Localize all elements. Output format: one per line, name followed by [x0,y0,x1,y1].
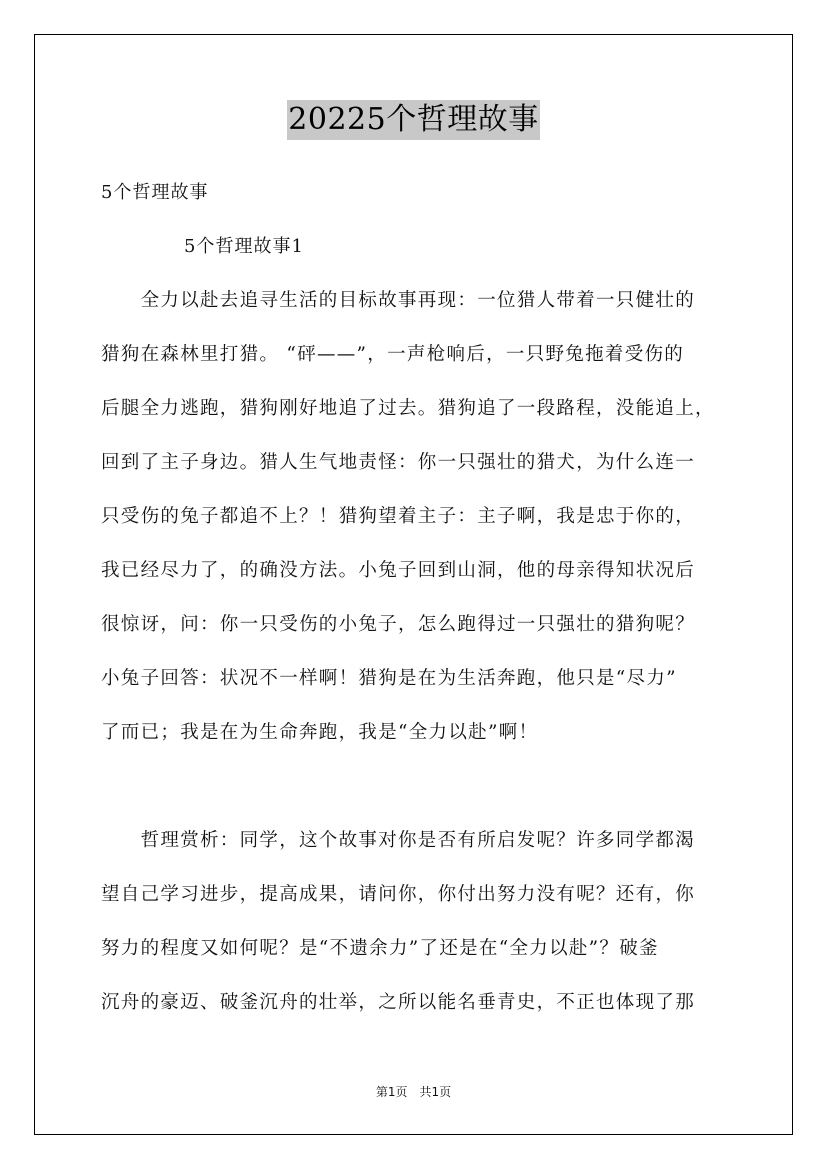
paragraph-1-line: 全力以赴去追寻生活的目标故事再现：一位猎人带着一只健壮的 [101,290,696,311]
paragraph-1-line: 只受伤的兔子都追不上？！猎狗望着主子：主子啊，我是忠于你的， [101,506,696,527]
paragraph-1-line: 小兔子回答：状况不一样啊！猎狗是在为生活奔跑，他只是“尽力” [101,668,677,689]
paragraph-1-line: 猎狗在森林里打猎。 “砰——”，一声枪响后，一只野兔拖着受伤的 [101,344,685,365]
paragraph-1-line: 我已经尽力了，的确没方法。小兔子回到山洞，他的母亲得知状况后 [101,560,696,581]
document-title: 20225个哲理故事 [287,100,539,140]
paragraph-1-line: 很惊讶，问：你一只受伤的小兔子，怎么跑得过一只强壮的猎狗呢？ [101,614,696,635]
title-container [0,100,827,140]
document-subtitle: 5个哲理故事 [101,182,209,203]
paragraph-2-line: 望自己学习进步，提高成果，请问你，你付出努力没有呢？还有，你 [101,884,696,905]
paragraph-1-line: 了而已；我是在为生命奔跑，我是“全力以赴”啊！ [101,722,539,743]
paragraph-1-line: 回到了主子身边。猎人生气地责怪：你一只强壮的猎犬，为什么连一 [101,452,696,473]
paragraph-2-line: 努力的程度又如何呢？是“不遗余力”了还是在“全力以赴”？破釜 [101,938,659,959]
paragraph-2-line: 哲理赏析：同学，这个故事对你是否有所启发呢？许多同学都渴 [101,830,696,851]
section-heading: 5个哲理故事1 [184,236,304,257]
paragraph-2-line: 沉舟的豪迈、破釜沉舟的壮举，之所以能名垂青史，不正也体现了那 [101,992,696,1013]
page-number-footer: 第1页 共1页 [375,1085,452,1099]
paragraph-1-line: 后腿全力逃跑，猎狗刚好地追了过去。猎狗追了一段路程，没能追上， [101,398,715,419]
